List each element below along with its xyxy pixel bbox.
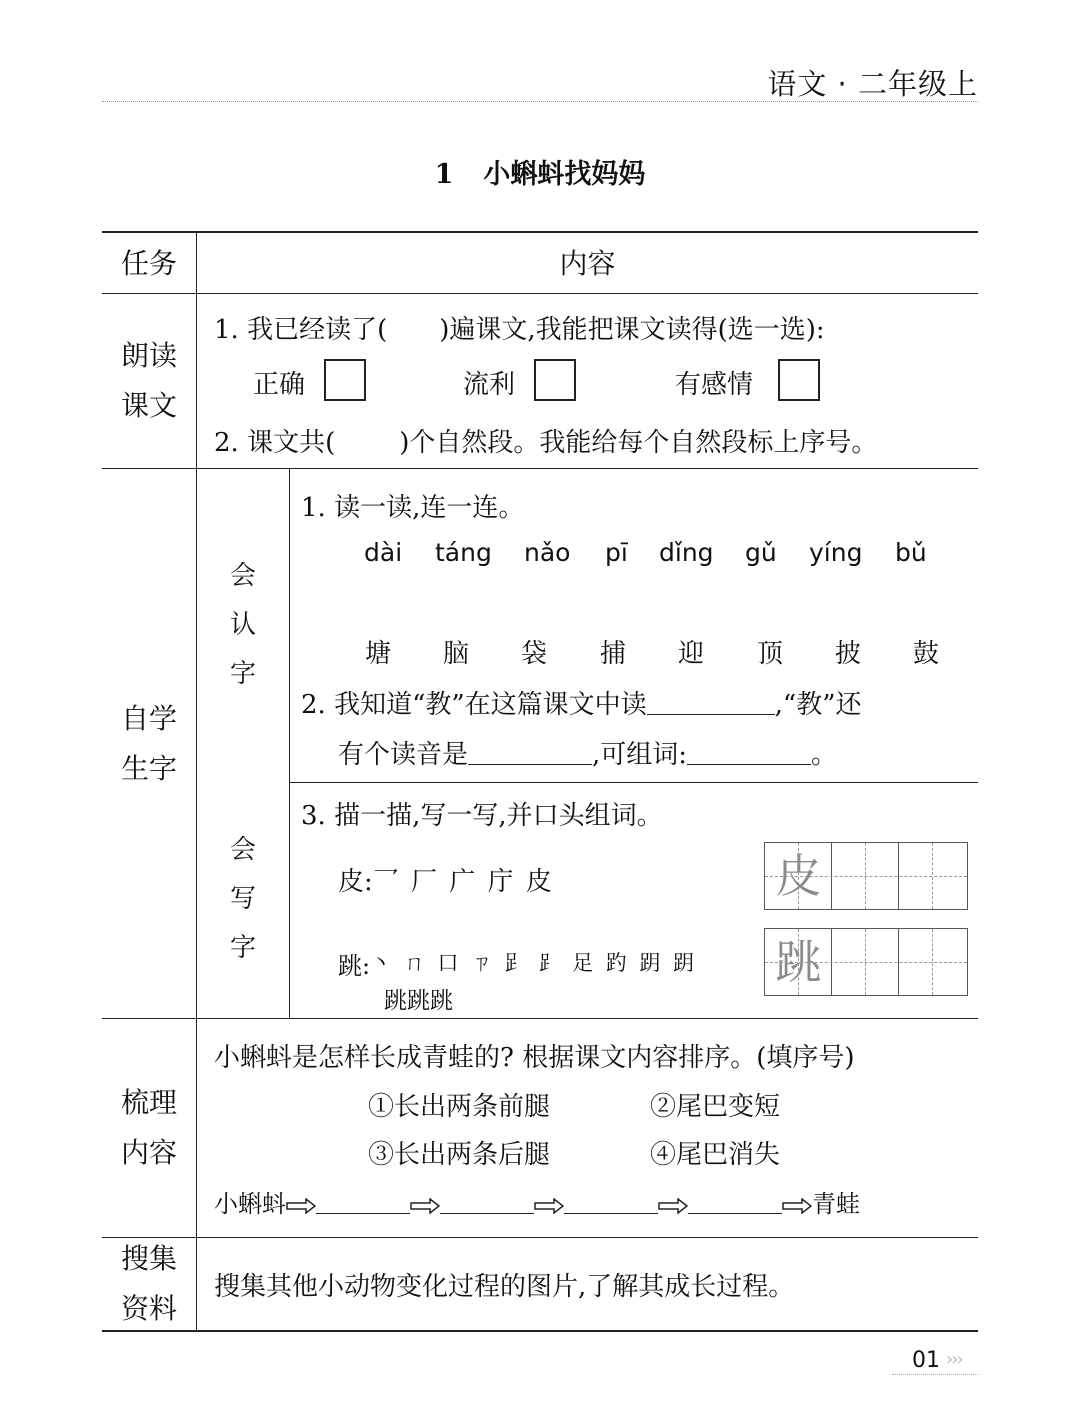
row-divider-2 [102,1018,978,1019]
column-header-task: 任务 [120,247,177,280]
option-correct-checkbox[interactable] [324,359,366,401]
subrow-divider [289,782,978,783]
row-divider-1 [102,468,978,469]
trace-character-pi: 皮 [775,849,822,903]
sequence-blank-4[interactable] [688,1187,782,1214]
task-label-line1: 梳理 [120,1086,177,1119]
table-header-rule [102,293,978,294]
task-read-aloud [102,331,196,431]
right-arrow-icon [782,1198,812,1214]
character-item[interactable]: 捕 [600,639,627,669]
read-question-2: 2. 课文共( )个自然段。我能给每个自然段标上序号。 [214,428,878,458]
character-item[interactable]: 脑 [443,639,470,669]
lesson-title-text: 小蝌蚪找妈妈 [483,159,646,190]
table-top-rule [102,231,978,233]
write-characters-label: 会 写 字 [229,835,256,963]
word-blank[interactable] [687,738,811,765]
sequence-blank-3[interactable] [564,1187,658,1214]
paragraph-count-blank[interactable] [335,427,399,453]
pinyin-item[interactable]: nǎo [524,538,571,567]
pinyin-item[interactable]: yíng [809,538,863,567]
stroke-order-tiao-cont: 跳跳跳 [384,988,453,1014]
times-read-blank[interactable] [387,314,439,340]
trace-character-tiao: 跳 [775,935,822,989]
chevron-right-icon: ››› [946,1349,962,1370]
stage-option-1: ①长出两条前腿 [368,1092,551,1122]
lesson-number: 1 [434,159,454,190]
right-arrow-icon [658,1198,688,1214]
option-correct-label: 正确 [253,370,306,400]
character-item[interactable]: 顶 [757,639,784,669]
task-label-line2: 内容 [120,1136,177,1169]
other-reading-blank[interactable] [468,738,592,765]
task-label-line2: 资料 [120,1292,177,1325]
option-emotion-checkbox[interactable] [778,359,820,401]
stroke-order-tiao: 跳:丶 ㄇ 口 ㄗ 𧾷 ⻊ 足 趵 跀 跀 [338,951,698,980]
pinyin-item[interactable]: dài [364,538,403,567]
column-header-content: 内容 [559,247,616,280]
study-question-2-line1: 2. 我知道“教”在这篇课文中读 ,“教”还 [301,690,862,720]
task-label-line1: 搜集 [120,1242,177,1275]
character-item[interactable]: 塘 [365,639,392,669]
study-question-3: 3. 描一描,写一写,并口头组词。 [301,801,663,831]
collect-instruction: 搜集其他小动物变化过程的图片,了解其成长过程。 [214,1272,795,1302]
pinyin-item[interactable]: dǐng [659,538,714,567]
sort-question: 小蝌蚪是怎样长成青蛙的? 根据课文内容排序。(填序号) [214,1043,855,1073]
character-item[interactable]: 披 [835,639,862,669]
sequence-blank-2[interactable] [440,1187,534,1214]
stage-option-4: ④尾巴消失 [650,1140,781,1170]
book-subject-label: 语文 · 二年级上 [767,67,978,101]
subcolumn-divider [289,468,290,1018]
character-item[interactable]: 鼓 [913,639,940,669]
chain-start-label: 小蝌蚪 [214,1190,286,1218]
option-fluent-label: 流利 [463,370,516,400]
column-divider [196,231,197,1331]
option-emotion-label: 有感情 [675,370,754,400]
task-sort-content [102,1078,196,1178]
character-item[interactable]: 袋 [521,639,548,669]
page-number: 01 [912,1348,940,1373]
task-label-line1: 朗读 [120,339,177,372]
recognize-characters-label: 会 认 字 [229,561,256,689]
stage-option-2: ②尾巴变短 [650,1092,781,1122]
right-arrow-icon [410,1198,440,1214]
header-divider [102,101,978,102]
task-label-line2: 课文 [120,389,177,422]
pinyin-item[interactable]: bǔ [895,538,927,567]
stage-option-3: ③长出两条后腿 [368,1140,551,1170]
task-self-study [102,694,196,794]
read-question-1: 1. 我已经读了( )遍课文,我能把课文读得(选一选): [214,315,825,345]
writing-grid-tiao[interactable] [764,928,968,996]
pinyin-item[interactable]: pī [605,538,628,567]
reading-in-text-blank[interactable] [647,688,775,715]
sequence-blank-1[interactable] [316,1187,410,1214]
study-question-1: 1. 读一读,连一连。 [301,493,525,523]
pinyin-item[interactable]: táng [435,538,492,567]
pinyin-item[interactable]: gǔ [745,538,777,567]
task-label-line2: 生字 [120,752,177,785]
task-label-line1: 自学 [120,702,177,735]
chain-end-label: 青蛙 [812,1190,860,1218]
lesson-title [0,152,1080,191]
right-arrow-icon [286,1198,316,1214]
table-bottom-rule [102,1330,978,1332]
option-fluent-checkbox[interactable] [534,359,576,401]
right-arrow-icon [534,1198,564,1214]
study-question-2-line2: 有个读音是 ,可组词: 。 [338,740,838,770]
writing-grid-pi[interactable] [764,842,968,910]
footer-divider [892,1374,978,1375]
stroke-order-pi: 皮:乛 厂 广 庁 皮 [338,867,554,897]
growth-sequence-chain [214,1184,860,1219]
task-collect-materials [102,1234,196,1334]
character-item[interactable]: 迎 [678,639,705,669]
row-divider-3 [102,1237,978,1238]
